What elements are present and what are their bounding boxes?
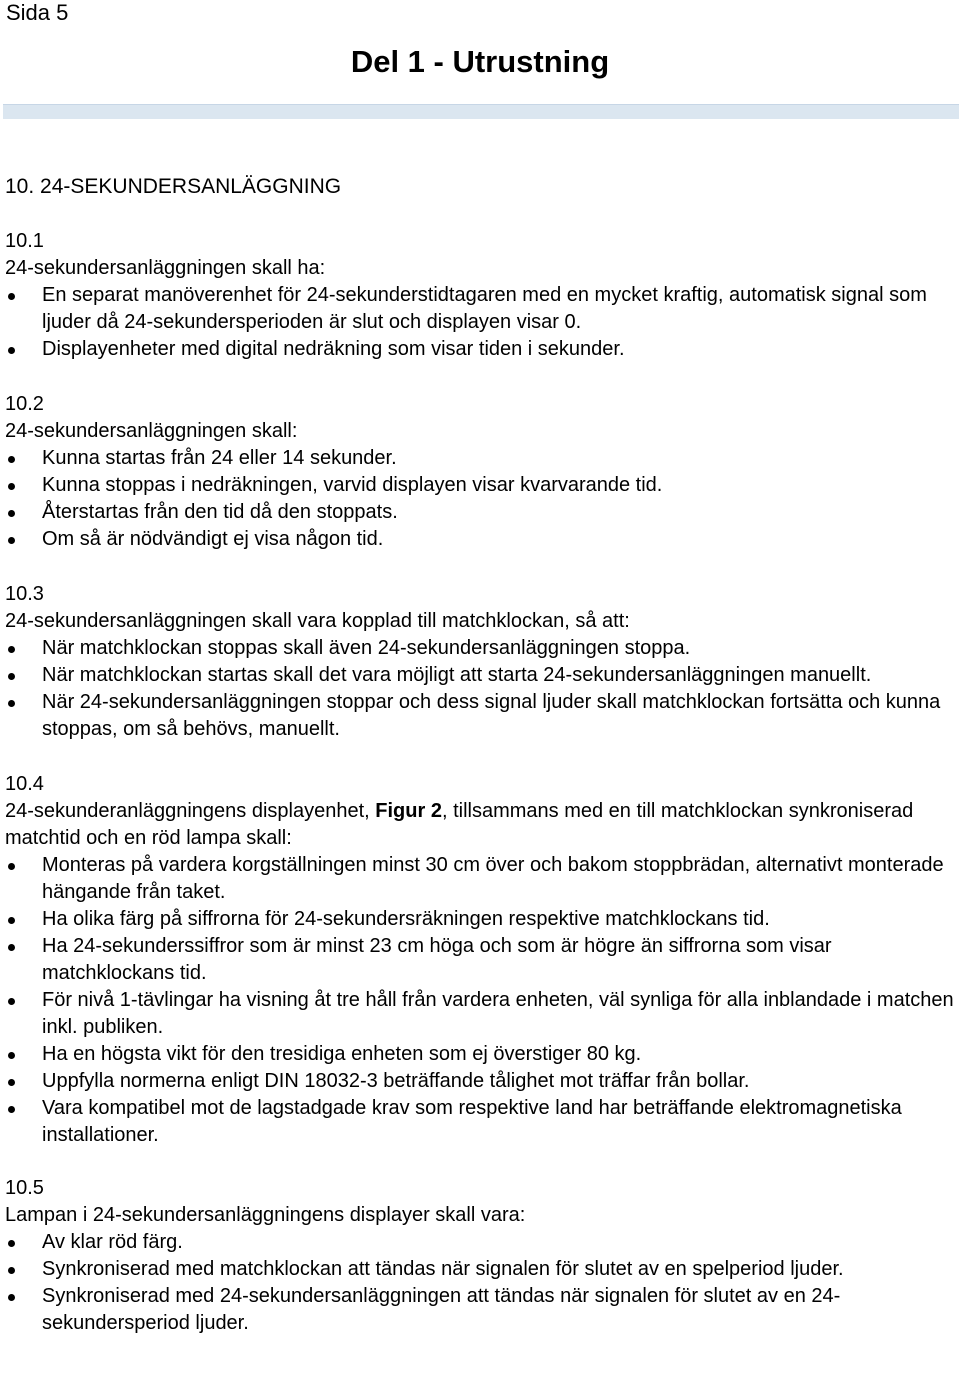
subsection-10-2	[5, 391, 955, 553]
bullet-icon	[8, 998, 15, 1005]
bullet-list	[5, 852, 955, 1149]
list-item: Synkroniserad med 24-sekundersanläggningen att tändas när signalen för slutet av en 24-sekundersperiod ljuder.	[5, 1283, 955, 1337]
subsection-10-5	[5, 1175, 955, 1337]
bullet-icon	[8, 1267, 15, 1274]
list-item: Kunna stoppas i nedräkningen, varvid displayen visar kvarvarande tid.	[5, 472, 955, 499]
bullet-icon	[8, 456, 15, 463]
subsection-10-4	[5, 771, 955, 1149]
list-item: Kunna startas från 24 eller 14 sekunder.	[5, 445, 955, 472]
bullet-icon	[8, 347, 15, 354]
document-body	[5, 228, 955, 1365]
bullet-list	[5, 282, 955, 363]
subsection-intro: Lampan i 24-sekundersanläggningens displayer skall vara:	[5, 1204, 526, 1226]
list-item: Av klar röd färg.	[5, 1229, 955, 1256]
list-item: För nivå 1-tävlingar ha visning åt tre håll från vardera enheten, väl synliga för alla inblandade i matchen inkl. publiken.	[5, 987, 955, 1041]
list-item: Displayenheter med digital nedräkning som visar tiden i sekunder.	[5, 336, 955, 363]
subsection-intro: 24-sekunderanläggningens displayenhet, Figur 2, tillsammans med en till matchklockan synkroniserad matchtid och en röd lampa skall:	[5, 800, 914, 849]
section-heading: 10. 24-SEKUNDERSANLÄGGNING	[5, 175, 342, 198]
bullet-icon	[8, 1052, 15, 1059]
bullet-icon	[8, 863, 15, 870]
list-item: Vara kompatibel mot de lagstadgade krav som respektive land har beträffande elektromagnetiska installationer.	[5, 1095, 955, 1149]
subsection-10-3	[5, 581, 955, 743]
list-item: När matchklockan startas skall det vara möjligt att starta 24-sekundersanläggningen manuellt.	[5, 662, 955, 689]
bullet-icon	[8, 1240, 15, 1247]
list-item: När matchklockan stoppas skall även 24-sekundersanläggningen stoppa.	[5, 635, 955, 662]
subsection-number: 10.5	[5, 1177, 44, 1199]
bullet-icon	[8, 1106, 15, 1113]
bullet-icon	[8, 944, 15, 951]
figure-reference: Figur 2	[375, 800, 442, 822]
title-underline-bar	[3, 104, 959, 119]
list-item: Om så är nödvändigt ej visa någon tid.	[5, 526, 955, 553]
list-item: Ha olika färg på siffrorna för 24-sekundersräkningen respektive matchklockans tid.	[5, 906, 955, 933]
document-title: Del 1 - Utrustning	[350, 44, 610, 79]
bullet-list	[5, 445, 955, 553]
bullet-icon	[8, 673, 15, 680]
subsection-intro: 24-sekundersanläggningen skall ha:	[5, 257, 326, 279]
list-item: Uppfylla normerna enligt DIN 18032-3 beträffande tålighet mot träffar från bollar.	[5, 1068, 955, 1095]
list-item: Ha en högsta vikt för den tresidiga enheten som ej överstiger 80 kg.	[5, 1041, 955, 1068]
bullet-icon	[8, 510, 15, 517]
bullet-list	[5, 1229, 955, 1337]
subsection-intro: 24-sekundersanläggningen skall:	[5, 420, 298, 442]
page-number-label: Sida 5	[6, 0, 69, 25]
list-item: Monteras på vardera korgställningen minst 30 cm över och bakom stoppbrädan, alternativt monterade hängande från taket.	[5, 852, 955, 906]
list-item: En separat manöverenhet för 24-sekunderstidtagaren med en mycket kraftig, automatisk signal som ljuder då 24-sekundersperioden är slut och displayen visar 0.	[5, 282, 955, 336]
bullet-icon	[8, 293, 15, 300]
bullet-icon	[8, 700, 15, 707]
bullet-icon	[8, 646, 15, 653]
subsection-intro: 24-sekundersanläggningen skall vara kopplad till matchklockan, så att:	[5, 610, 630, 632]
list-item: Återstartas från den tid då den stoppats.	[5, 499, 955, 526]
list-item: Ha 24-sekunderssiffror som är minst 23 cm höga och som är högre än siffrorna som visar matchklockans tid.	[5, 933, 955, 987]
bullet-icon	[8, 1079, 15, 1086]
bullet-icon	[8, 917, 15, 924]
subsection-number: 10.3	[5, 583, 44, 605]
list-item: När 24-sekundersanläggningen stoppar och dess signal ljuder skall matchklockan fortsätta och kunna stoppas, om så behövs, manuellt.	[5, 689, 955, 743]
subsection-number: 10.1	[5, 230, 44, 252]
subsection-number: 10.4	[5, 773, 44, 795]
subsection-number: 10.2	[5, 393, 44, 415]
bullet-icon	[8, 483, 15, 490]
bullet-list	[5, 635, 955, 743]
list-item: Synkroniserad med matchklockan att tändas när signalen för slutet av en spelperiod ljuder.	[5, 1256, 955, 1283]
subsection-10-1	[5, 228, 955, 363]
bullet-icon	[8, 537, 15, 544]
bullet-icon	[8, 1294, 15, 1301]
